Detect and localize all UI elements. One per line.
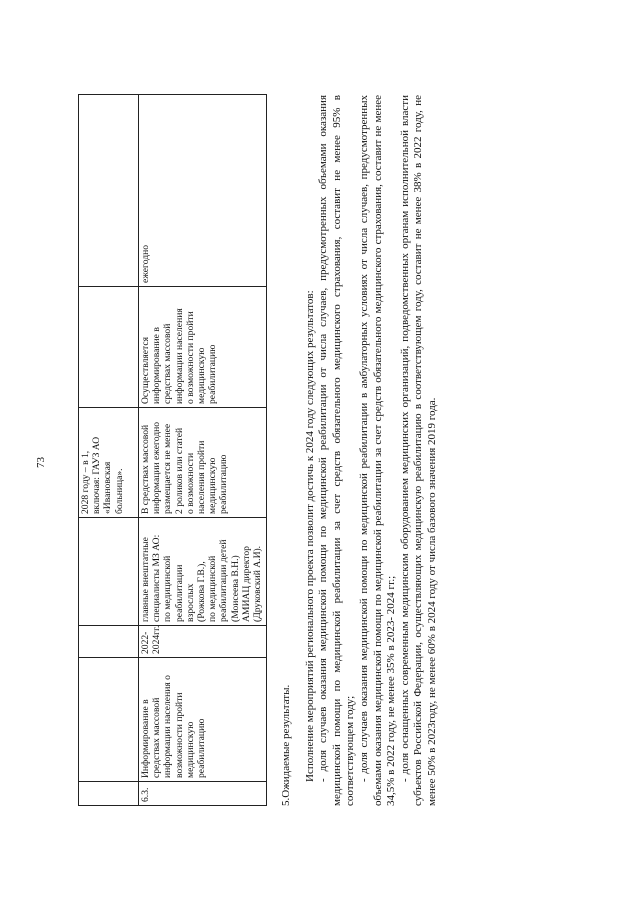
measure-responsible: главные внештатные специалисты МЗ АО: по медицинской реабилитации взрослых (Рожкова Г.В.), по медицинской реабилитации детей (Моисеева В.Н.) АМИАЦ директор (Друковский А.И).: [140, 534, 264, 622]
table-cell: [139, 518, 267, 626]
table-cell: [79, 287, 139, 408]
measure-result: В средствах массовой информации ежегодно размещается не менее 2 роликов или статей о возможности населения пройти медицинскую реабилитацию: [140, 421, 230, 514]
table-cell: [139, 408, 267, 518]
section-heading: 5.Ожидаемые результаты.: [280, 684, 292, 806]
measure-description: Осуществляется информирование в средствах массовой информации населения о возможности пройти медицинскую реабилитацию: [140, 308, 219, 404]
table-cell: [139, 782, 267, 806]
page-number: 73: [35, 457, 47, 468]
paragraph: - доля случаев оказания медицинской помощи по медицинской реабилитации от числа случаев, предусмотренных объемами оказания медицинской помощи по медицинской реабилитации за счет средств обязательного медицинского страхования, составит не менее 95% в соответствующем году;: [317, 95, 357, 806]
table-cell: [79, 658, 139, 782]
paragraph: - доля оснащенных современным медицинским оборудованием медицинских организаций, подведомственных органам исполнительной власти субъектов Российской Федерации, осуществляющих медицинскую реабилитацию в соответствующем году, составит не менее 38% в 2022 году, не менее 50% в 2023году, не менее 60% в 2024 году от числа базового значения 2019 года.: [398, 95, 438, 806]
row-number: 6.3.: [140, 787, 151, 802]
measure-frequency: ежегодно: [140, 244, 151, 283]
measure-period: 2022- 2024гг.: [140, 625, 163, 654]
table-cell: [139, 287, 267, 408]
table-row: [139, 95, 267, 806]
table-cell: [79, 408, 139, 518]
table-cell: [139, 95, 267, 287]
table-cell: [79, 782, 139, 806]
measures-table: [78, 94, 267, 806]
table-cell: [139, 626, 267, 658]
table-cell: [79, 626, 139, 658]
measure-name: Информирование в средствах массовой информации населения о возможности пройти медицинскую реабилитацию: [140, 675, 208, 778]
table-cell: [79, 95, 139, 287]
paragraph: - доля случаев оказания медицинской помощи по медицинской реабилитации в амбулаторных условиях от числа случаев, предусмотренных объемами оказания медицинской помощи по медицинской реабилитации за счет средств обязательного медицинского страхования, составит не менее 34,5% в 2022 году, не менее 35% в 2023- 2024 гг.;: [357, 95, 398, 806]
table-cell: [79, 518, 139, 626]
table-cell: [139, 658, 267, 782]
prev-row-result: 2028 году – в 1, включая: ГАУЗ АО «Ивановская больница».: [80, 436, 125, 514]
paragraph: Исполнение мероприятий регионального проекта позволит достичь к 2024 году следующих результатов:: [303, 290, 316, 782]
table-row: [79, 95, 139, 806]
expected-results-section: [280, 95, 440, 806]
